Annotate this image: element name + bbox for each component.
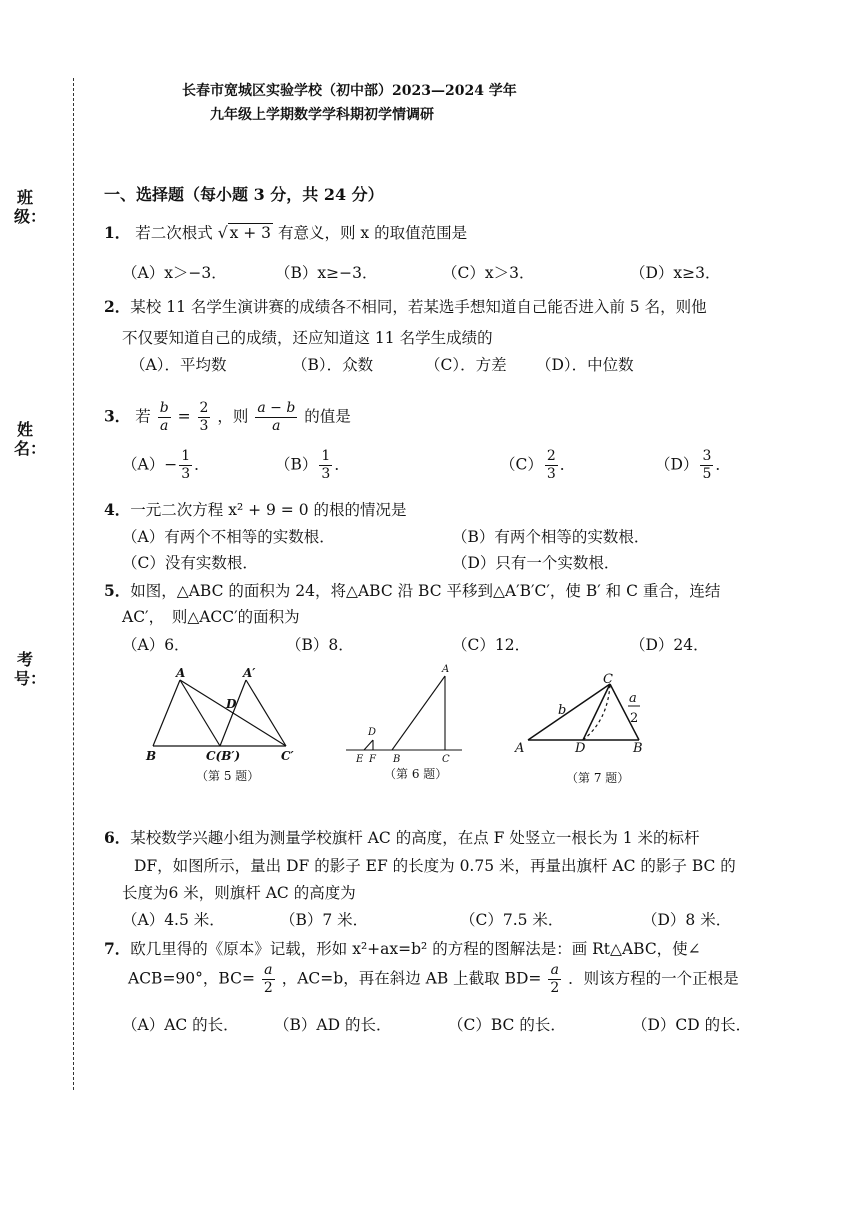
numerator: a bbox=[262, 962, 275, 980]
q1-text-end: 有意义，则 x 的取值范围是 bbox=[277, 224, 468, 242]
label-b: b bbox=[558, 703, 567, 718]
figure-6 bbox=[340, 660, 468, 788]
label-A: A bbox=[442, 664, 450, 675]
minus-sign: − bbox=[164, 455, 178, 474]
numerator: 2 bbox=[546, 448, 556, 464]
class-label: 班级： bbox=[14, 188, 47, 226]
q1-text: 若二次根式 bbox=[135, 224, 213, 242]
q7-line2-c: ．则该方程的一个正根是 bbox=[568, 969, 739, 988]
fraction-a-minus-b-over-a bbox=[255, 400, 297, 435]
q1-option-c: （C）x＞3． bbox=[442, 264, 535, 282]
q7-option-c: （C）BC 的长． bbox=[448, 1016, 566, 1034]
numerator: 1 bbox=[181, 448, 191, 464]
denominator: 2 bbox=[263, 980, 273, 996]
q6-option-d: （D）8 米． bbox=[642, 911, 732, 929]
q7-option-b: （B）AD 的长． bbox=[274, 1016, 392, 1034]
q5-option-b: （B）8． bbox=[286, 636, 354, 654]
school-title: 长春市宽城区实验学校（初中部）2023—2024 学年 bbox=[182, 83, 517, 99]
figure-6-caption: （第 6 题） bbox=[384, 767, 448, 781]
question-2 bbox=[104, 295, 707, 317]
q4-option-d: （D）只有一个实数根． bbox=[452, 554, 620, 572]
label-A-prime: A′ bbox=[243, 666, 256, 680]
q6-line3: 长度为6 米，则旗杆 AC 的高度为 bbox=[122, 884, 356, 902]
question-number: 7． bbox=[104, 939, 131, 958]
denominator: 2 bbox=[550, 980, 560, 996]
label-A: A bbox=[515, 741, 525, 756]
q3-option-b: （B） $\frac{1}{3}$ ． bbox=[275, 448, 350, 482]
label-B: B bbox=[393, 754, 401, 765]
q4-option-c: （C）没有实数根． bbox=[122, 554, 258, 572]
q5-option-c: （C）12． bbox=[452, 636, 531, 654]
label-D: D bbox=[368, 727, 377, 738]
numerator: a bbox=[548, 962, 561, 980]
q4-option-b: （B）有两个相等的实数根． bbox=[452, 528, 650, 546]
q2-option-a: （A）．平均数 bbox=[130, 356, 227, 374]
radicand: x + 3 bbox=[229, 224, 272, 242]
fraction-a-over-2 bbox=[548, 962, 561, 997]
question-3 bbox=[104, 400, 351, 435]
denominator: 3 bbox=[321, 466, 331, 482]
fraction-a-over-2 bbox=[262, 962, 275, 997]
question-number: 2． bbox=[104, 297, 131, 316]
equals-sign: = bbox=[177, 407, 191, 426]
q5-option-d: （D）24． bbox=[630, 636, 709, 654]
option-fraction bbox=[700, 448, 713, 483]
option-label: （A） bbox=[122, 455, 165, 474]
q1-option-d: （D）x≥3． bbox=[630, 264, 721, 282]
question-4 bbox=[104, 498, 407, 520]
q5-line1: 如图，△ABC 的面积为 24，将△ABC 沿 BC 平移到△A′B′C′，使 B′ 和 C 重合，连结 bbox=[130, 582, 721, 600]
label-D: D bbox=[226, 697, 237, 711]
question-5 bbox=[104, 579, 720, 601]
option-fraction bbox=[179, 448, 192, 483]
label-a-denominator: 2 bbox=[630, 711, 639, 726]
q7-option-a: （A）AC 的长． bbox=[122, 1016, 239, 1034]
q3-mid: ，则 bbox=[217, 407, 249, 426]
fraction-b-over-a bbox=[158, 400, 171, 435]
label-B: B bbox=[633, 741, 643, 756]
q4-text: 一元二次方程 x² + 9 = 0 的根的情况是 bbox=[130, 501, 407, 519]
figure-7 bbox=[512, 672, 672, 792]
q2-line2: 不仅要知道自己的成绩，还应知道这 11 名学生成绩的 bbox=[122, 329, 493, 347]
numerator: a − b bbox=[257, 400, 296, 416]
numerator: b bbox=[159, 400, 169, 416]
question-number: 1． bbox=[104, 223, 131, 242]
q2-option-b: （B）．众数 bbox=[292, 356, 374, 374]
q5-option-a: （A）6． bbox=[122, 636, 190, 654]
question-1 bbox=[104, 221, 467, 243]
binding-line bbox=[73, 78, 74, 1090]
figure-5 bbox=[138, 662, 308, 787]
q6-option-a: （A）4.5 米． bbox=[122, 911, 225, 929]
exam-title: 九年级上学期数学学科期初学情调研 bbox=[210, 107, 434, 123]
numerator: 3 bbox=[702, 448, 712, 464]
option-fraction bbox=[319, 448, 332, 483]
label-D: D bbox=[575, 741, 586, 756]
label-C: C bbox=[442, 754, 450, 765]
numerator: 1 bbox=[321, 448, 331, 464]
label-C-B-prime: C(B′) bbox=[206, 749, 241, 763]
q4-option-a: （A）有两个不相等的实数根． bbox=[122, 528, 335, 546]
label-A: A bbox=[176, 666, 186, 680]
question-number: 6． bbox=[104, 828, 131, 847]
q2-line1: 某校 11 名学生演讲赛的成绩各不相同，若某选手想知道自己能否进入前 5 名，则他 bbox=[130, 298, 707, 316]
q6-option-b: （B）7 米． bbox=[280, 911, 369, 929]
label-B: B bbox=[146, 749, 157, 763]
denominator: a bbox=[272, 418, 281, 434]
q3-option-d: （D） $\frac{3}{5}$ ． bbox=[655, 448, 731, 482]
fraction-two-thirds bbox=[198, 400, 211, 435]
question-number: 5． bbox=[104, 581, 131, 600]
q5-line2: AC′， 则△ACC′的面积为 bbox=[122, 608, 300, 626]
question-7 bbox=[104, 937, 701, 959]
option-label: （B） bbox=[275, 455, 318, 474]
q6-line1: 某校数学兴趣小组为测量学校旗杆 AC 的高度，在点 F 处竖立一根长为 1 米的标杆 bbox=[130, 829, 700, 847]
label-E: E bbox=[356, 754, 364, 765]
label-C-prime: C′ bbox=[281, 749, 294, 763]
q7-option-d: （D）CD 的长． bbox=[632, 1016, 752, 1034]
q3-option-a: （A）− $\frac{1}{3}$ ． bbox=[122, 448, 210, 482]
denominator: 3 bbox=[181, 466, 191, 482]
question-number: 3． bbox=[104, 406, 131, 426]
label-a-numerator: a bbox=[629, 691, 637, 706]
q3-pre: 若 bbox=[135, 407, 151, 426]
label-F: F bbox=[369, 754, 376, 765]
q2-option-c: （C）．方差 bbox=[425, 356, 507, 374]
q3-post: 的值是 bbox=[304, 407, 351, 426]
label-C: C bbox=[603, 672, 613, 687]
denominator: 3 bbox=[546, 466, 556, 482]
exam-number-label: 考号： bbox=[14, 650, 47, 688]
question-number: 4． bbox=[104, 500, 131, 519]
q3-option-c: （C） $\frac{2}{3}$ ． bbox=[500, 448, 576, 482]
option-fraction bbox=[545, 448, 558, 483]
q7-line2 bbox=[128, 962, 739, 997]
option-label: （C） bbox=[500, 455, 543, 474]
q1-option-b: （B）x≥−3． bbox=[275, 264, 378, 282]
figure-5-caption: （第 5 题） bbox=[196, 769, 260, 783]
q2-option-d: （D）．中位数 bbox=[536, 356, 634, 374]
question-6 bbox=[104, 826, 700, 848]
numerator: 2 bbox=[199, 400, 209, 416]
denominator: a bbox=[159, 418, 169, 434]
figure-7-caption: （第 7 题） bbox=[566, 771, 630, 785]
q7-line2-a: ACB=90°，BC= bbox=[128, 969, 255, 988]
q7-line1: 欧几里得的《原本》记载，形如 x²+ax=b² 的方程的图解法是：画 Rt△ABC，使∠ bbox=[130, 940, 701, 958]
section-heading: 一、选择题（每小题 3 分，共 24 分） bbox=[104, 185, 384, 204]
q6-line2: DF，如图所示，量出 DF 的影子 EF 的长度为 0.75 米，再量出旗杆 AC 的影子 BC 的 bbox=[134, 857, 736, 875]
q7-line2-b: ，AC=b，再在斜边 AB 上截取 BD= bbox=[281, 969, 542, 988]
sqrt-expression: √ x + 3 bbox=[217, 224, 272, 242]
denominator: 5 bbox=[702, 466, 712, 482]
denominator: 3 bbox=[199, 418, 209, 434]
name-label: 姓名： bbox=[14, 420, 47, 458]
q6-option-c: （C）7.5 米． bbox=[460, 911, 564, 929]
q1-option-a: （A）x＞−3． bbox=[122, 264, 227, 282]
option-label: （D） bbox=[655, 455, 699, 474]
